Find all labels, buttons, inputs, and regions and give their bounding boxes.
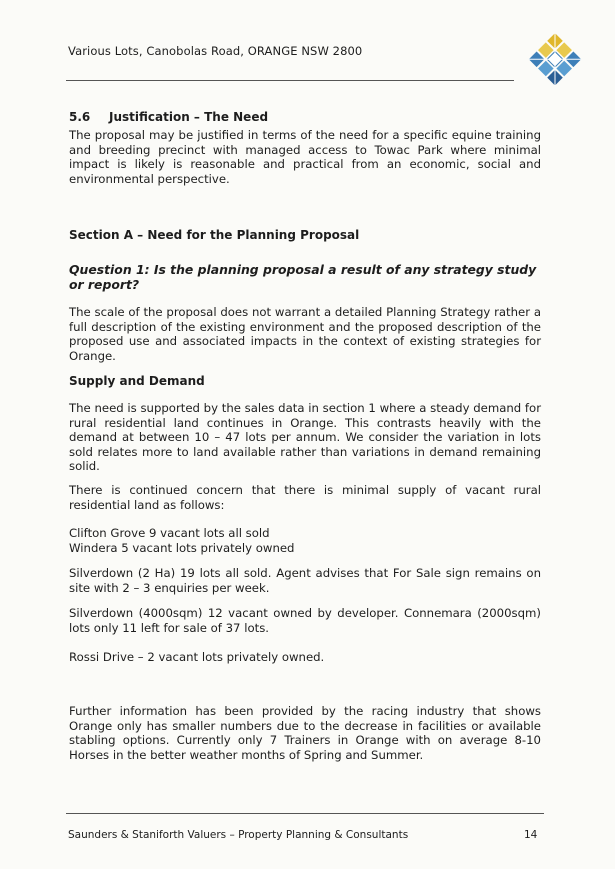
footer-company: Saunders & Staniforth Valuers – Property Planning & Consultants <box>68 829 409 841</box>
further-info-paragraph: Further information has been provided by the racing industry that shows Orange only has smaller numbers due to the decrease in facilities or available stabling options. Currently only 7 Trainers in Orange with on average 8-10 Horses in the better weather months of Spring and Summer. <box>69 704 541 762</box>
section-a-heading: Section A – Need for the Planning Proposal <box>69 228 360 242</box>
footer-divider <box>66 813 544 814</box>
header-address: Various Lots, Canobolas Road, ORANGE NSW 2800 <box>68 44 363 58</box>
question-1: Question 1: Is the planning proposal a result of any strategy study or report? <box>69 262 537 292</box>
section-number: 5.6 <box>69 110 91 124</box>
page-number: 14 <box>524 829 538 841</box>
justification-paragraph: The proposal may be justified in terms of the need for a specific equine training and breeding precinct with managed access to Towac Park where minimal impact is likely is reasonable and practical from an economic, social and environmental perspective. <box>69 128 541 186</box>
section-title: Justification – The Need <box>109 110 269 124</box>
diamond-grid-logo-icon <box>525 30 585 90</box>
rossi-paragraph: Rossi Drive – 2 vacant lots privately owned. <box>69 650 325 664</box>
need-paragraph: The need is supported by the sales data in section 1 where a steady demand for rural residential land continues in Orange. This contrasts heavily with the demand at between 10 – 47 lots per annum. We consider the variation in lots sold relates more to land available rather than variations in demand remaining solid. <box>69 401 541 473</box>
header-divider <box>66 80 514 81</box>
concern-paragraph: There is continued concern that there is minimal supply of vacant rural residential land as follows: <box>69 483 541 512</box>
list-item: Windera 5 vacant lots privately owned <box>69 540 295 555</box>
answer-1-paragraph: The scale of the proposal does not warrant a detailed Planning Strategy rather a full description of the existing environment and the proposed description of the proposed use and associated impacts in the context of existing strategies for Orange. <box>69 305 541 363</box>
lots-list <box>69 526 541 555</box>
section-5-6-heading <box>69 110 541 124</box>
silverdown-4000-paragraph: Silverdown (4000sqm) 12 vacant owned by developer. Connemara (2000sqm) lots only 11 left for sale of 37 lots. <box>69 606 541 635</box>
supply-demand-heading: Supply and Demand <box>69 374 205 388</box>
list-item: Clifton Grove 9 vacant lots all sold <box>69 526 270 540</box>
silverdown-2ha-paragraph: Silverdown (2 Ha) 19 lots all sold. Agent advises that For Sale sign remains on site with 2 – 3 enquiries per week. <box>69 566 541 595</box>
